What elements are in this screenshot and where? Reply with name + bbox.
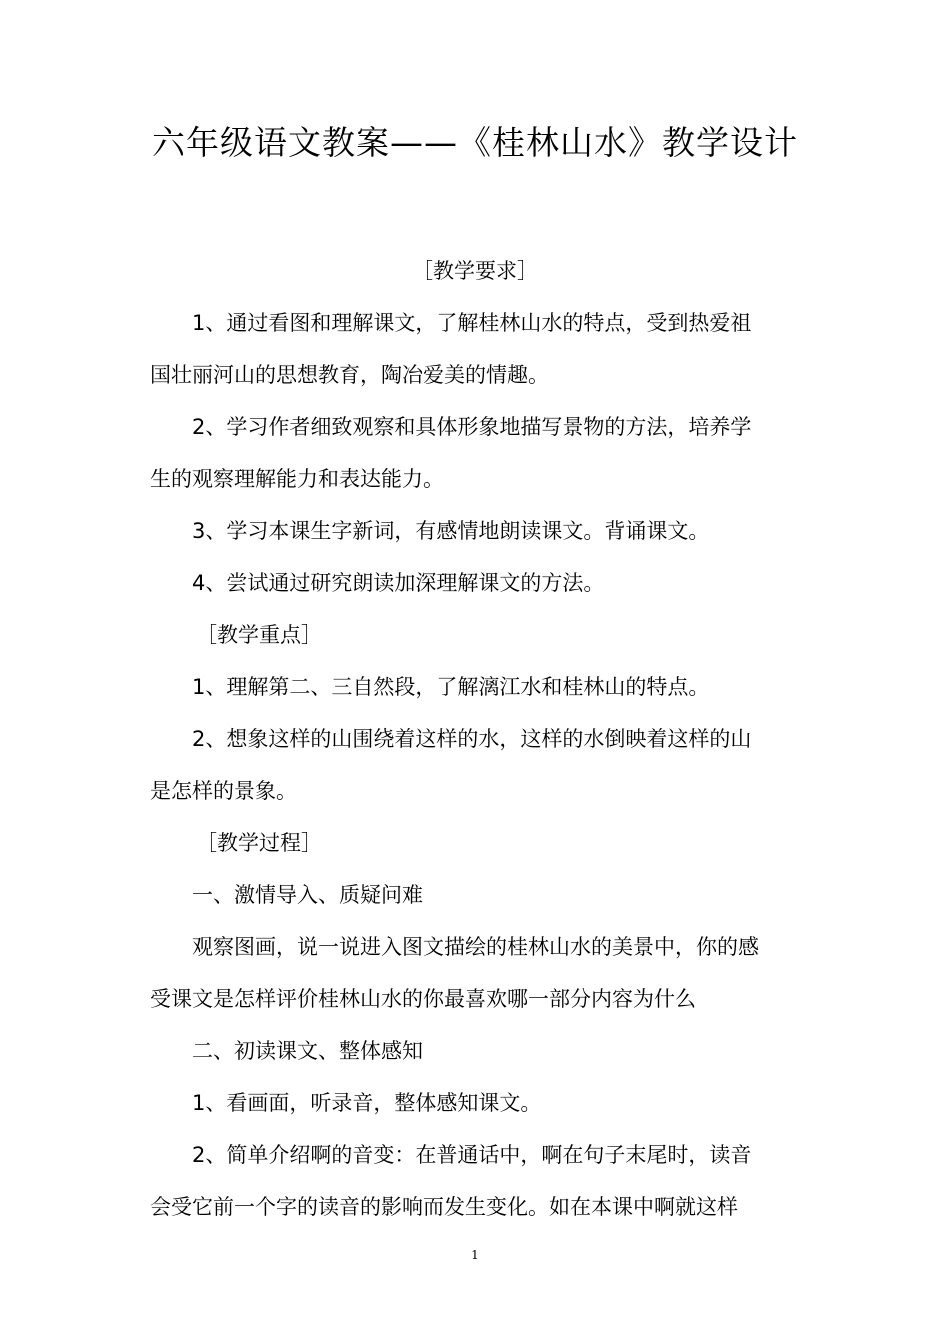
document-title: 六年级语文教案——《桂林山水》教学设计 — [152, 123, 798, 162]
section-heading-requirements: ［教学要求］ — [412, 259, 538, 283]
section-heading-process: ［教学过程］ — [196, 831, 322, 855]
requirement-3: 3、学习本课生字新词，有感情地朗读课文。背诵课文。 — [192, 519, 710, 543]
process-step-1-heading: 一、激情导入、质疑问难 — [192, 883, 423, 907]
requirement-1-line-2: 国壮丽河山的思想教育，陶冶爱美的情趣。 — [150, 363, 549, 387]
section-heading-focus: ［教学重点］ — [196, 623, 322, 647]
requirement-2-line-1: 2、学习作者细致观察和具体形象地描写景物的方法，培养学 — [192, 415, 752, 439]
process-step-2-item-1: 1、看画面，听录音，整体感知课文。 — [192, 1091, 542, 1115]
requirement-2-line-2: 生的观察理解能力和表达能力。 — [150, 467, 444, 491]
focus-2-line-1: 2、想象这样的山围绕着这样的水，这样的水倒映着这样的山 — [192, 727, 752, 751]
process-step-2-heading: 二、初读课文、整体感知 — [192, 1039, 423, 1063]
requirement-4: 4、尝试通过研究朗读加深理解课文的方法。 — [192, 571, 605, 595]
focus-2-line-2: 是怎样的景象。 — [150, 779, 297, 803]
focus-1: 1、理解第二、三自然段，了解漓江水和桂林山的特点。 — [192, 675, 710, 699]
requirement-1-line-1: 1、通过看图和理解课文，了解桂林山水的特点，受到热爱祖 — [192, 311, 752, 335]
document-body — [150, 245, 800, 1233]
process-step-1-line-1: 观察图画，说一说进入图文描绘的桂林山水的美景中，你的感 — [192, 935, 759, 959]
process-step-2-item-2-line-1: 2、简单介绍啊的音变：在普通话中，啊在句子末尾时，读音 — [192, 1143, 752, 1167]
page-number: 1 — [471, 1248, 479, 1262]
process-step-1-line-2: 受课文是怎样评价桂林山水的你最喜欢哪一部分内容为什么 — [150, 987, 696, 1011]
process-step-2-item-2-line-2: 会受它前一个字的读音的影响而发生变化。如在本课中啊就这样 — [150, 1195, 738, 1219]
